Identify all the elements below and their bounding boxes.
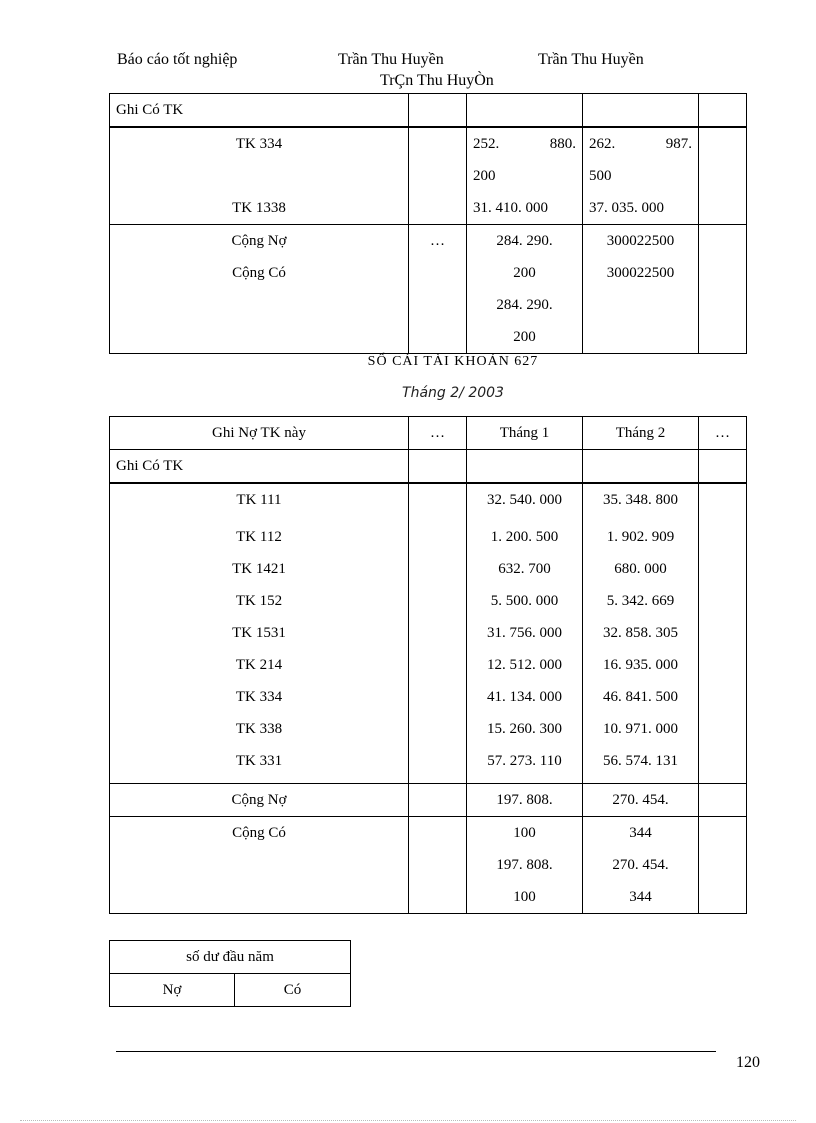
- total-credit-label: Cộng Có: [232, 825, 286, 841]
- amount: 46. 841. 500: [603, 689, 678, 705]
- amount: 1. 902. 909: [606, 529, 675, 545]
- amount-part: 252.: [473, 136, 500, 152]
- header-name-1: Trần Thu Huyền: [338, 51, 444, 68]
- amount: 1. 200. 500: [490, 529, 559, 545]
- amount: 632. 700: [498, 561, 551, 577]
- ellipsis: …: [430, 233, 445, 249]
- amount: 41. 134. 000: [487, 689, 562, 705]
- account-label: TK 1531: [232, 625, 286, 641]
- amount-part: 270. 454.: [612, 792, 669, 808]
- ledger-table-continued: [109, 93, 747, 354]
- amount-part: 344: [629, 889, 652, 905]
- total-debit-label: Cộng Nợ: [231, 233, 287, 249]
- account-label: TK 1338: [232, 200, 286, 216]
- amount-part: 987.: [665, 136, 692, 152]
- amount: 15. 260. 300: [487, 721, 562, 737]
- page-edge: [20, 1120, 796, 1121]
- amount-part: 200: [473, 168, 496, 184]
- total-credit-label: Cộng Có: [232, 265, 286, 281]
- amount-part: 200: [513, 265, 536, 281]
- ledger-month: Tháng 2/ 2003: [402, 385, 504, 401]
- credit-label: Có: [283, 982, 302, 998]
- amount: 35. 348. 800: [603, 492, 678, 508]
- account-label: TK 214: [235, 657, 283, 673]
- amount-part: 270. 454.: [612, 857, 669, 873]
- account-label: TK 1421: [232, 561, 286, 577]
- account-label: TK 111: [236, 492, 282, 508]
- amount-part: 262.: [589, 136, 616, 152]
- amount-part: 284. 290.: [496, 233, 553, 249]
- amount: 10. 971. 000: [603, 721, 678, 737]
- amount: 12. 512. 000: [487, 657, 562, 673]
- amount: 31. 756. 000: [487, 625, 562, 641]
- account-label: TK 334: [235, 689, 283, 705]
- amount: 5. 500. 000: [490, 593, 559, 609]
- amount-part: 284. 290.: [496, 297, 553, 313]
- header-name-2: Trần Thu Huyền: [538, 51, 644, 68]
- amount: 56. 574. 131: [603, 753, 678, 769]
- column-header-ellipsis: …: [430, 425, 445, 441]
- header-garbled-name: TrÇn Thu HuyÒn: [380, 72, 494, 89]
- debit-label: Nợ: [162, 982, 182, 998]
- page-number: 120: [736, 1054, 760, 1071]
- amount-part: 100: [513, 889, 536, 905]
- amount-part: 197. 808.: [496, 857, 553, 873]
- column-header-month-2: Tháng 2: [615, 425, 666, 441]
- amount-part: 200: [513, 329, 536, 345]
- amount-part: 100: [513, 825, 536, 841]
- amount: 32. 540. 000: [487, 492, 562, 508]
- total-debit-label: Cộng Nợ: [231, 792, 287, 808]
- amount: 31. 410. 000: [473, 200, 548, 216]
- column-header-ellipsis: …: [715, 425, 730, 441]
- amount: 57. 273. 110: [487, 753, 562, 769]
- amount-part: 344: [629, 825, 652, 841]
- amount-part: 197. 808.: [496, 792, 553, 808]
- account-label: TK 334: [235, 136, 283, 152]
- ghi-co-label: Ghi Có TK: [116, 458, 184, 474]
- amount-part: 880.: [549, 136, 576, 152]
- account-label: TK 152: [235, 593, 283, 609]
- account-label: TK 338: [235, 721, 283, 737]
- amount: 16. 935. 000: [603, 657, 678, 673]
- amount: 680. 000: [614, 561, 667, 577]
- amount-part: 500: [589, 168, 612, 184]
- opening-balance-table: [109, 940, 351, 1007]
- column-header-month-1: Tháng 1: [499, 425, 550, 441]
- amount: 37. 035. 000: [589, 200, 664, 216]
- amount: 300022500: [606, 265, 675, 281]
- amount: 32. 858. 305: [603, 625, 678, 641]
- account-label: TK 112: [236, 529, 282, 545]
- opening-balance-title: số dư đầu năm: [186, 949, 274, 965]
- header-left: Báo cáo tốt nghiệp: [117, 51, 238, 68]
- amount: 5. 342. 669: [606, 593, 675, 609]
- ledger-title: SỔ CÁI TÀI KHOẢN 627: [367, 354, 539, 369]
- footer-rule: [116, 1051, 716, 1052]
- account-label: TK 331: [235, 753, 283, 769]
- ghi-co-label: Ghi Có TK: [116, 102, 184, 118]
- column-header-debit: Ghi Nợ TK này: [212, 425, 306, 441]
- ledger-table-627: [109, 416, 747, 914]
- amount: 300022500: [606, 233, 675, 249]
